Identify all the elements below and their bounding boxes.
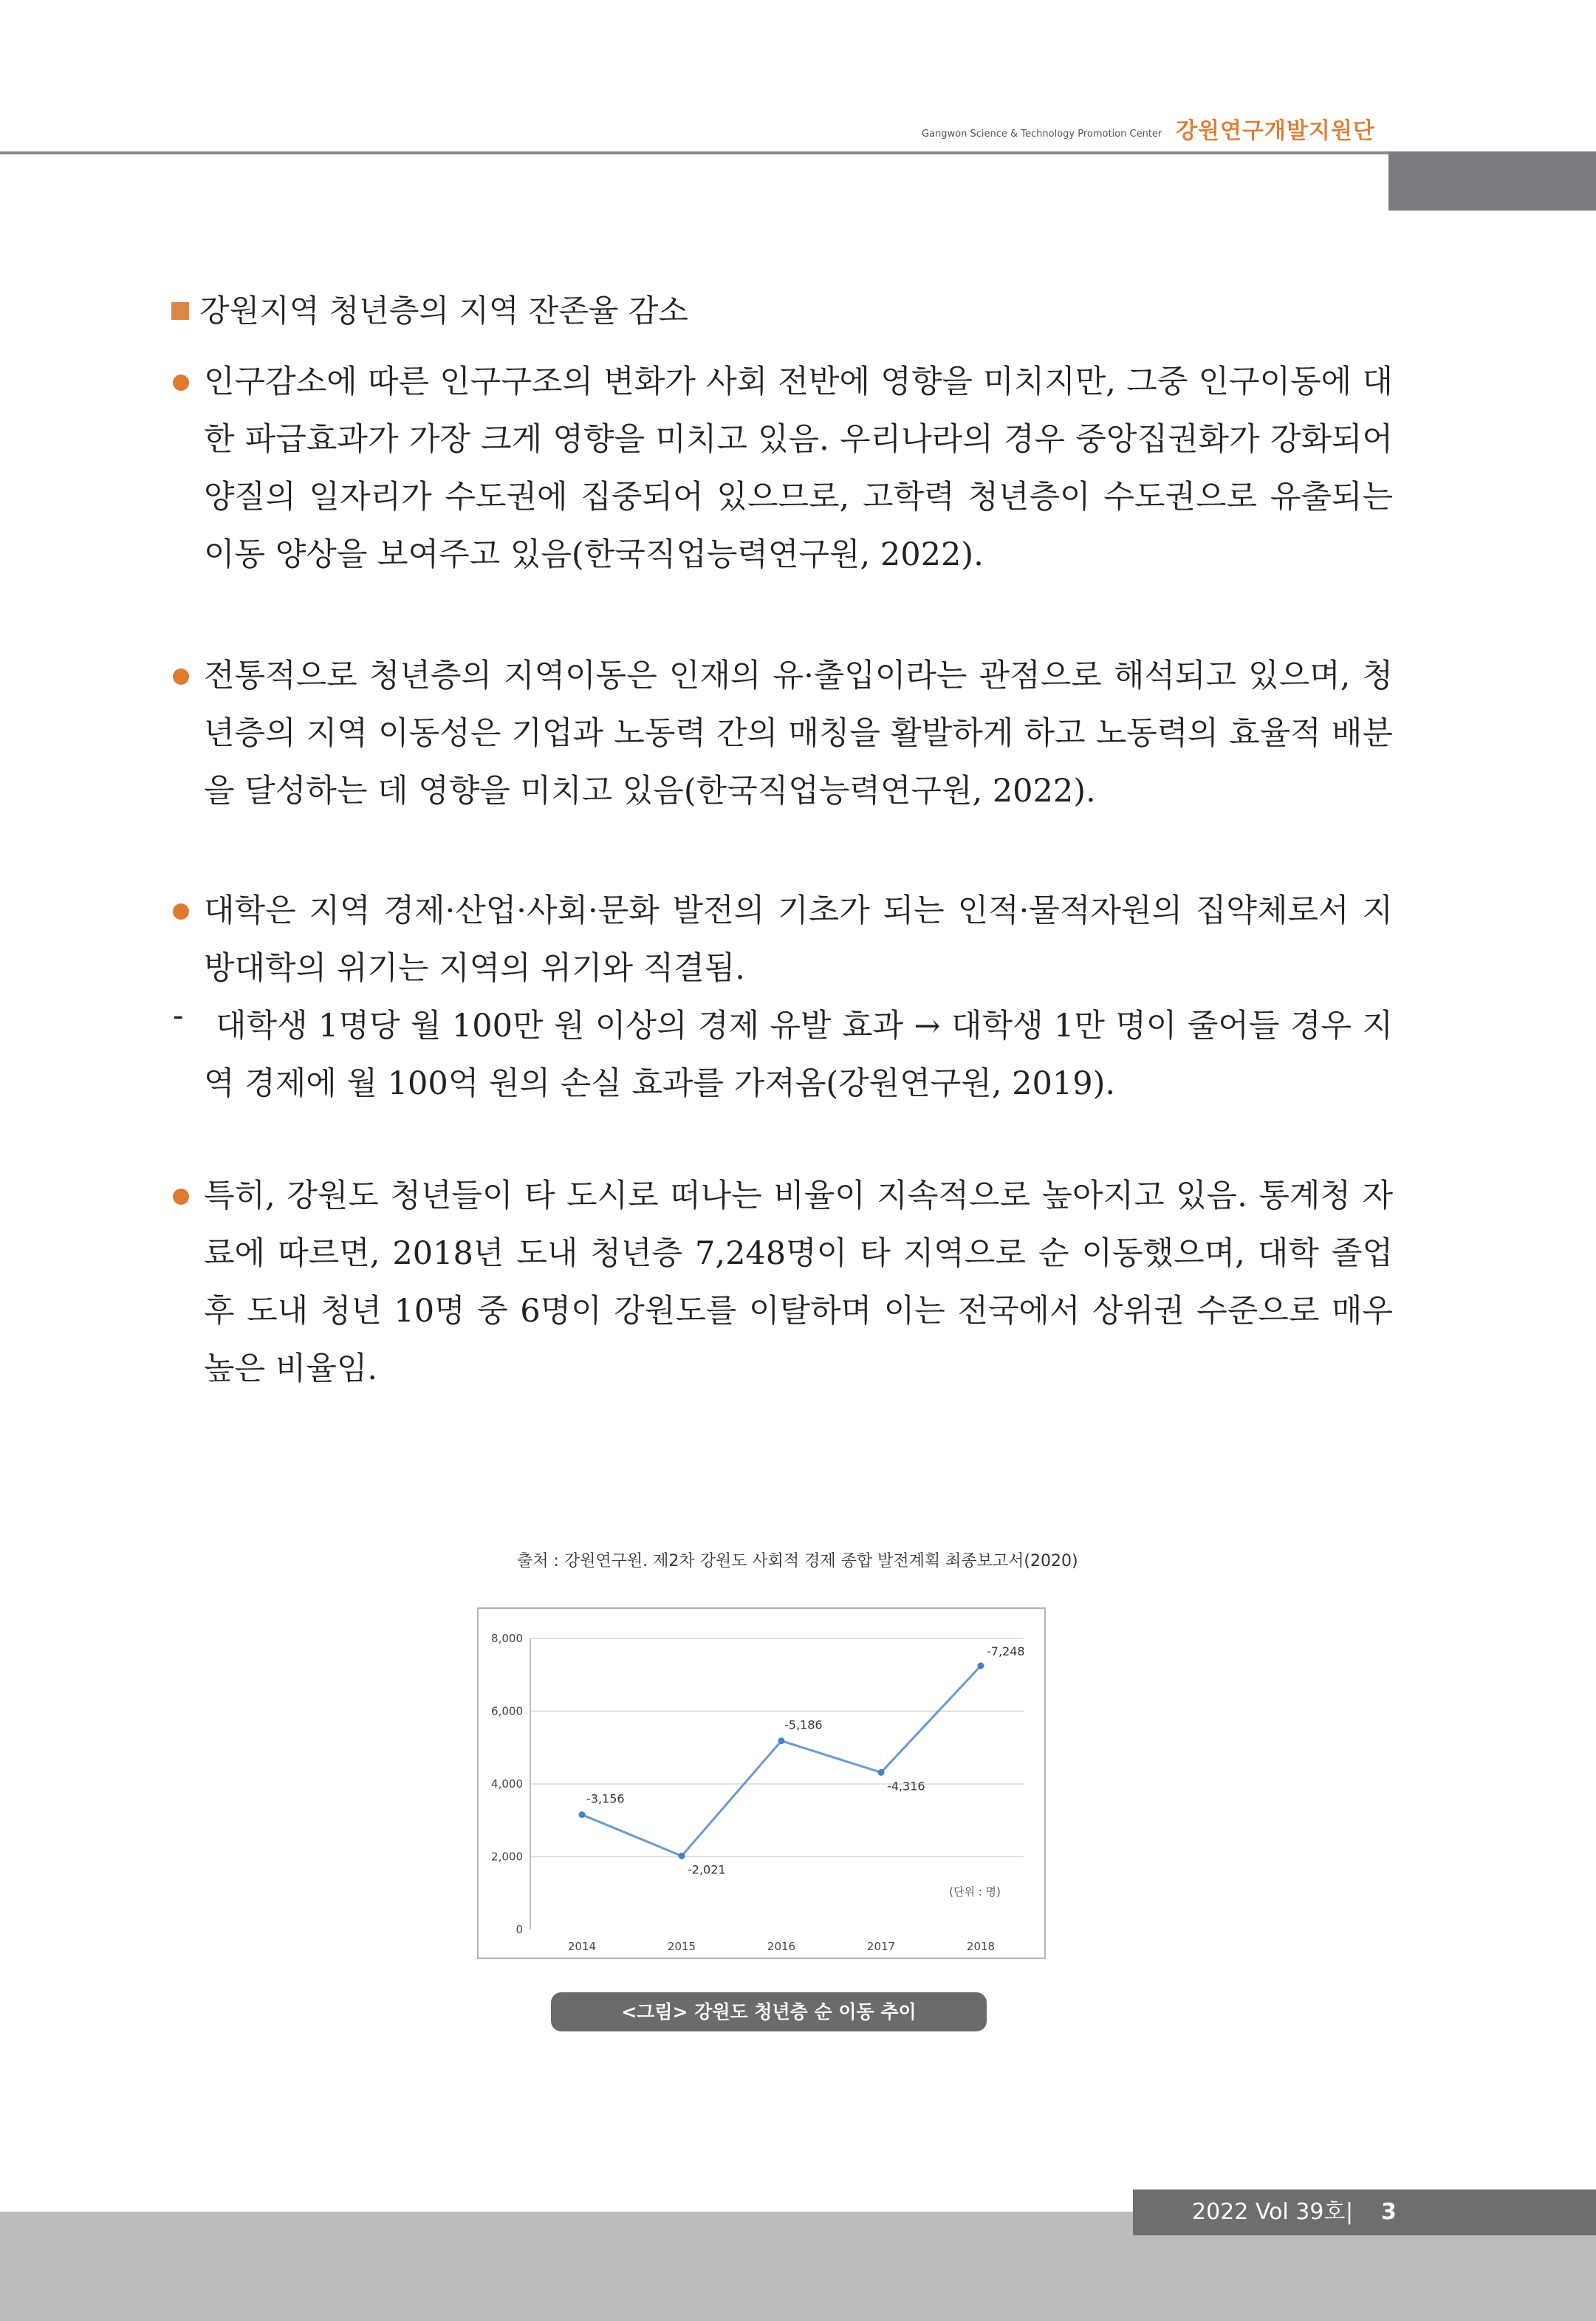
paragraph-2: 전통적으로 청년층의 지역이동은 인재의 유·출입이라는 관점으로 해석되고 있으며, 청년층의 지역 이동성은 기업과 노동력 간의 매칭을 활발하게 하고 노동력의 효율적 배분을 달성하는 데 영향을 미치고 있음(한국직업능력연구원, 2022). — [204, 657, 1393, 810]
page-number: 3 — [1381, 2199, 1397, 2225]
bullet-dot-icon — [173, 375, 189, 391]
figure-source: 출처 : 강원연구원. 제2차 강원도 사회적 경제 종합 발전계획 최종보고서(2020) — [517, 1552, 1078, 1570]
y-tick-label: 0 — [516, 1923, 523, 1936]
data-point — [978, 1663, 984, 1669]
chart-unit-label: (단위 : 명) — [949, 1885, 1001, 1898]
data-label: -4,316 — [887, 1779, 925, 1794]
data-label: -2,021 — [688, 1862, 726, 1877]
x-tick-label: 2017 — [866, 1940, 896, 1953]
y-tick-label: 4,000 — [491, 1777, 523, 1791]
paragraph-4: 특히, 강원도 청년들이 타 도시로 떠나는 비율이 지속적으로 높아지고 있음. 통계청 자료에 따르면, 2018년 도내 청년층 7,248명이 타 지역으로 순 이동했으며, 대학 졸업 후 도내 청년 10명 중 6명이 강원도를 이탈하며 이는 전국에서 상위권 수준으로 매우 높은 비율임. — [204, 1177, 1393, 1387]
paragraph-3: 대학은 지역 경제·산업·사회·문화 발전의 기초가 되는 인적·물적자원의 집약체로서 지방대학의 위기는 지역의 위기와 직결됨. — [204, 892, 1393, 987]
header-subtitle: Gangwon Science & Technology Promotion Center — [922, 129, 1162, 140]
series-line — [582, 1666, 981, 1856]
figure-caption: <그림> 강원도 청년층 순 이동 추이 — [551, 1992, 987, 2031]
footer-box — [1133, 2190, 1596, 2235]
header-org-name: 강원연구개발지원단 — [1176, 118, 1375, 144]
data-point — [778, 1737, 785, 1744]
data-label: -7,248 — [987, 1644, 1025, 1659]
data-point — [579, 1811, 586, 1818]
footer-separator: | — [1346, 2199, 1354, 2225]
x-tick-label: 2016 — [767, 1940, 796, 1953]
section-title — [171, 287, 688, 331]
y-tick-label: 6,000 — [491, 1704, 523, 1718]
net-migration-chart — [477, 1607, 1046, 1959]
bullet-dot-icon — [173, 669, 189, 685]
data-point — [878, 1769, 885, 1776]
y-tick-label: 8,000 — [491, 1632, 523, 1645]
x-tick-label: 2015 — [667, 1940, 696, 1953]
data-label: -3,156 — [586, 1791, 625, 1806]
header-tab-block — [1388, 151, 1596, 211]
bullet-dot-icon — [173, 1189, 189, 1205]
data-label: -5,186 — [784, 1717, 823, 1732]
x-tick-label: 2014 — [567, 1940, 597, 1953]
square-bullet-icon — [171, 302, 189, 320]
section-title-text: 강원지역 청년층의 지역 잔존율 감소 — [199, 293, 688, 329]
bullet-dot-icon — [173, 903, 189, 920]
y-tick-label: 2,000 — [491, 1850, 523, 1864]
footer-issue: 2022 Vol 39호 — [1192, 2199, 1346, 2225]
x-tick-label: 2018 — [966, 1940, 996, 1953]
paragraph-1: 인구감소에 따른 인구구조의 변화가 사회 전반에 영향을 미치지만, 그중 인구이동에 대한 파급효과가 가장 크게 영향을 미치고 있음. 우리나라의 경우 중앙집권화가 강화되어 양질의 일자리가 수도권에 집중되어 있으므로, 고학력 청년층이 수도권으로 유출되는 이동 양상을 보여주고 있음(한국직업능력연구원, 2022). — [204, 363, 1393, 573]
header-divider — [0, 151, 1388, 154]
sub-paragraph: 대학생 1명당 월 100만 원 이상의 경제 유발 효과 → 대학생 1만 명이 줄어들 경우 지역 경제에 월 100억 원의 손실 효과를 가져옴(강원연구원, 2019). — [204, 1008, 1393, 1102]
chart-svg — [479, 1609, 1044, 1958]
data-point — [679, 1853, 685, 1859]
dash-bullet: - — [173, 997, 184, 1034]
